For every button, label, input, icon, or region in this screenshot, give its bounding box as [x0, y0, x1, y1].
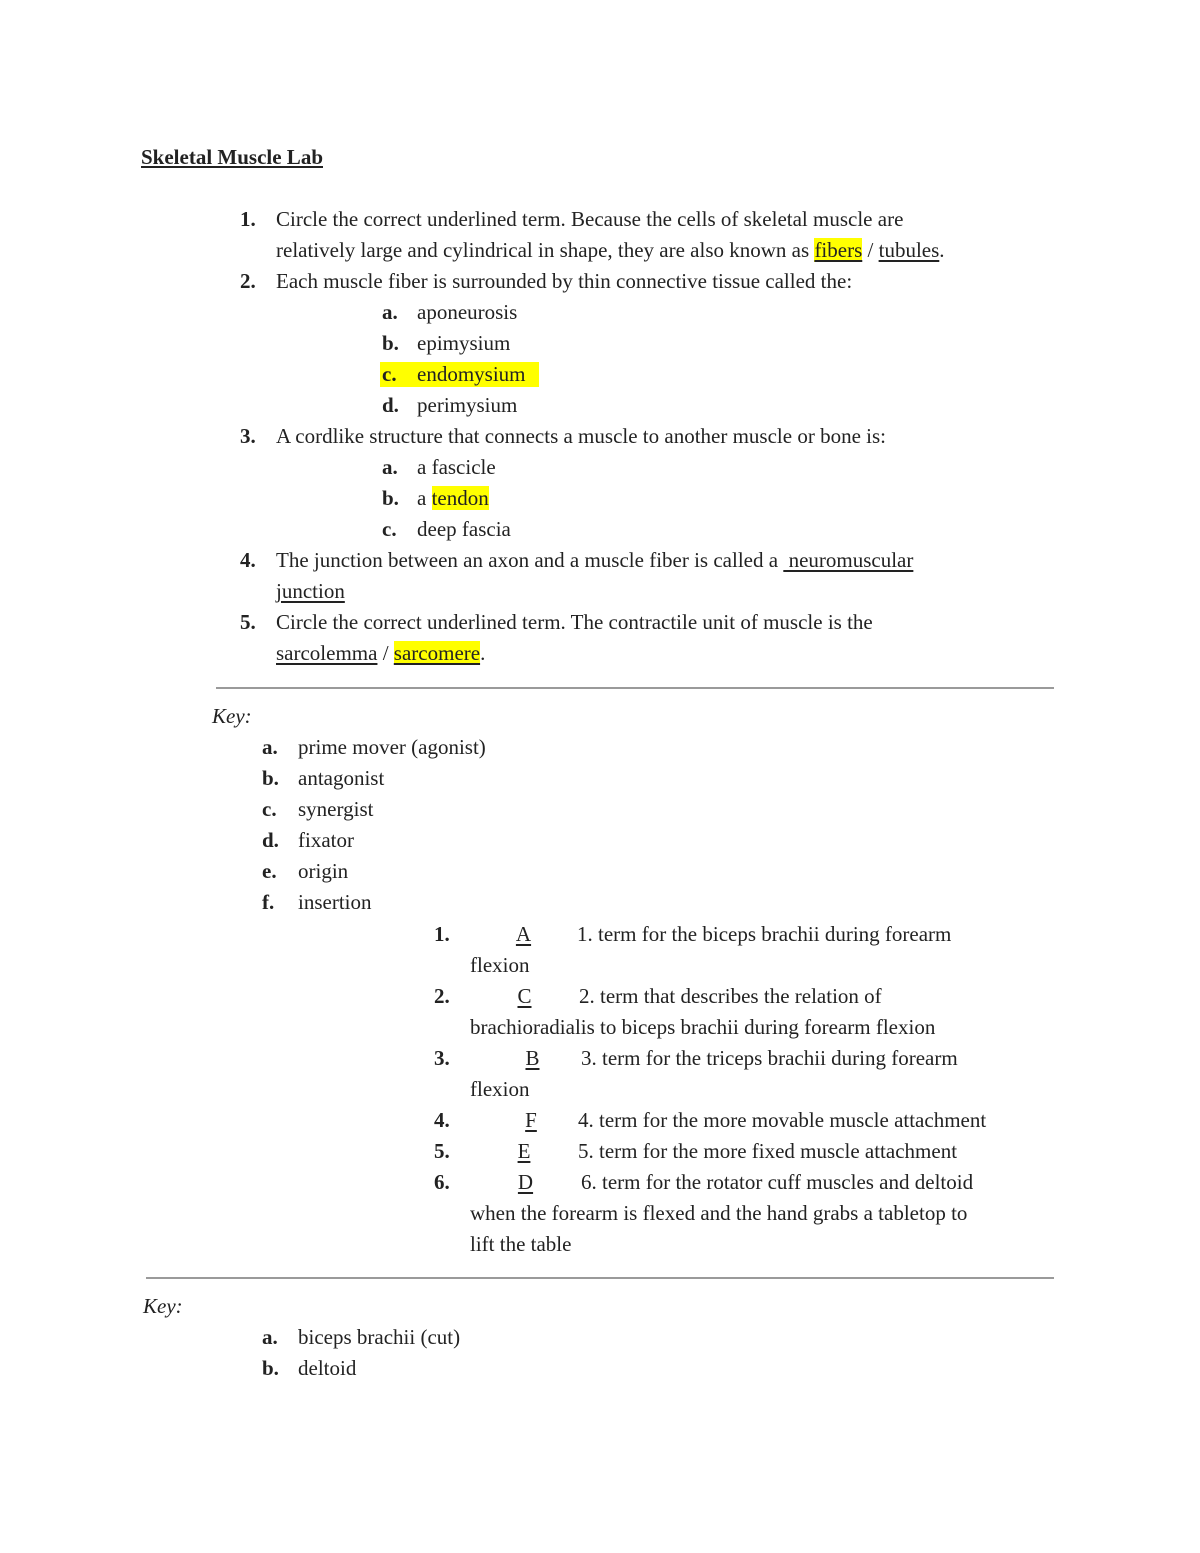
key-letter: f.	[262, 890, 275, 914]
match-number: 6.	[434, 1170, 450, 1194]
section-divider	[146, 1277, 1054, 1279]
match-item	[470, 984, 882, 1008]
q1-line1: Circle the correct underlined term. Because the cells of skeletal muscle are	[276, 207, 904, 231]
match-text: 1. term for the biceps brachii during forearm	[577, 922, 952, 946]
q2-option-letter: a.	[382, 300, 398, 324]
match-number: 3.	[434, 1046, 450, 1070]
q5-period: .	[480, 641, 486, 665]
key-letter: a.	[262, 735, 278, 759]
q1-option-tubules: tubules	[878, 238, 940, 262]
q5-line2	[276, 641, 485, 665]
q3-option-letter: a.	[382, 455, 398, 479]
answer-blank: C	[517, 984, 532, 1008]
key-item: synergist	[298, 797, 374, 821]
q3-answer-tendon: tendon	[431, 486, 489, 510]
answer-blank: F	[525, 1108, 537, 1132]
key-letter: d.	[262, 828, 279, 852]
q1-period: .	[939, 238, 945, 262]
q4-answer-part2: junction	[276, 579, 345, 603]
key-item: deltoid	[298, 1356, 357, 1380]
section-divider	[216, 687, 1054, 689]
match-text: 2. term that describes the relation of	[579, 984, 882, 1008]
key-item: origin	[298, 859, 349, 883]
q3-number: 3.	[240, 424, 256, 448]
match-item	[470, 922, 951, 946]
q1-number: 1.	[240, 207, 256, 231]
q5-option-sarcomere: sarcomere	[393, 641, 481, 665]
q2-option-text: endomysium	[417, 362, 526, 386]
q3-option-text: deep fascia	[417, 517, 511, 541]
key-item: biceps brachii (cut)	[298, 1325, 461, 1349]
answer-blank: E	[517, 1139, 531, 1163]
q3-option-b	[417, 486, 489, 510]
q4-line1	[276, 548, 913, 572]
q2-option-text: perimysium	[417, 393, 518, 417]
q3-option-prefix: a	[417, 486, 432, 510]
match-text: 4. term for the more movable muscle attachment	[578, 1108, 987, 1132]
key-item: prime mover (agonist)	[298, 735, 486, 759]
key-letter: e.	[262, 859, 277, 883]
q4-answer-part1: neuromuscular	[783, 548, 914, 572]
key-letter: a.	[262, 1325, 278, 1349]
q3-option-text: a fascicle	[417, 455, 496, 479]
q5-option-sarcolemma: sarcolemma	[276, 641, 378, 665]
match-text-cont: brachioradialis to biceps brachii during forearm flexion	[470, 1015, 936, 1039]
key-letter: b.	[262, 766, 279, 790]
q1-option-fibers: fibers	[814, 238, 863, 262]
match-text-cont: flexion	[470, 953, 530, 977]
q2-option-letter: b.	[382, 331, 399, 355]
q2-option-text: epimysium	[417, 331, 511, 355]
q1-separator: /	[862, 238, 879, 262]
match-text: 5. term for the more fixed muscle attachment	[578, 1139, 958, 1163]
q2-option-letter: d.	[382, 393, 399, 417]
match-number: 2.	[434, 984, 450, 1008]
q1-line2	[276, 238, 945, 262]
match-item	[470, 1139, 957, 1163]
match-number: 5.	[434, 1139, 450, 1163]
q5-line1: Circle the correct underlined term. The contractile unit of muscle is the	[276, 610, 873, 634]
key-label: Key:	[212, 704, 252, 728]
q5-number: 5.	[240, 610, 256, 634]
key-item: insertion	[298, 890, 372, 914]
q5-separator: /	[377, 641, 394, 665]
match-item	[470, 1108, 986, 1132]
q4-text: The junction between an axon and a muscle fiber is called a	[276, 548, 784, 572]
match-item	[470, 1046, 958, 1070]
key-label: Key:	[143, 1294, 183, 1318]
match-item	[470, 1170, 973, 1194]
q2-option-text: aponeurosis	[417, 300, 518, 324]
match-text-cont: when the forearm is flexed and the hand grabs a tabletop to	[470, 1201, 968, 1225]
match-number: 4.	[434, 1108, 450, 1132]
q3-text: A cordlike structure that connects a muscle to another muscle or bone is:	[276, 424, 886, 448]
q3-option-letter: b.	[382, 486, 399, 510]
answer-blank: A	[515, 922, 532, 946]
key-letter: b.	[262, 1356, 279, 1380]
q1-line2-text: relatively large and cylindrical in shape, they are also known as	[276, 238, 815, 262]
match-text-cont: flexion	[470, 1077, 530, 1101]
q4-number: 4.	[240, 548, 256, 572]
match-text: 6. term for the rotator cuff muscles and deltoid	[581, 1170, 974, 1194]
page-title: Skeletal Muscle Lab	[141, 145, 323, 169]
q3-option-letter: c.	[382, 517, 397, 541]
match-number: 1.	[434, 922, 450, 946]
match-text: 3. term for the triceps brachii during forearm	[581, 1046, 958, 1070]
q2-option-letter: c.	[382, 362, 397, 386]
answer-blank: B	[525, 1046, 540, 1070]
key-item: antagonist	[298, 766, 385, 790]
key-item: fixator	[298, 828, 354, 852]
q2-number: 2.	[240, 269, 256, 293]
answer-blank: D	[517, 1170, 534, 1194]
match-text-cont: lift the table	[470, 1232, 572, 1256]
q2-text: Each muscle fiber is surrounded by thin connective tissue called the:	[276, 269, 853, 293]
key-letter: c.	[262, 797, 277, 821]
